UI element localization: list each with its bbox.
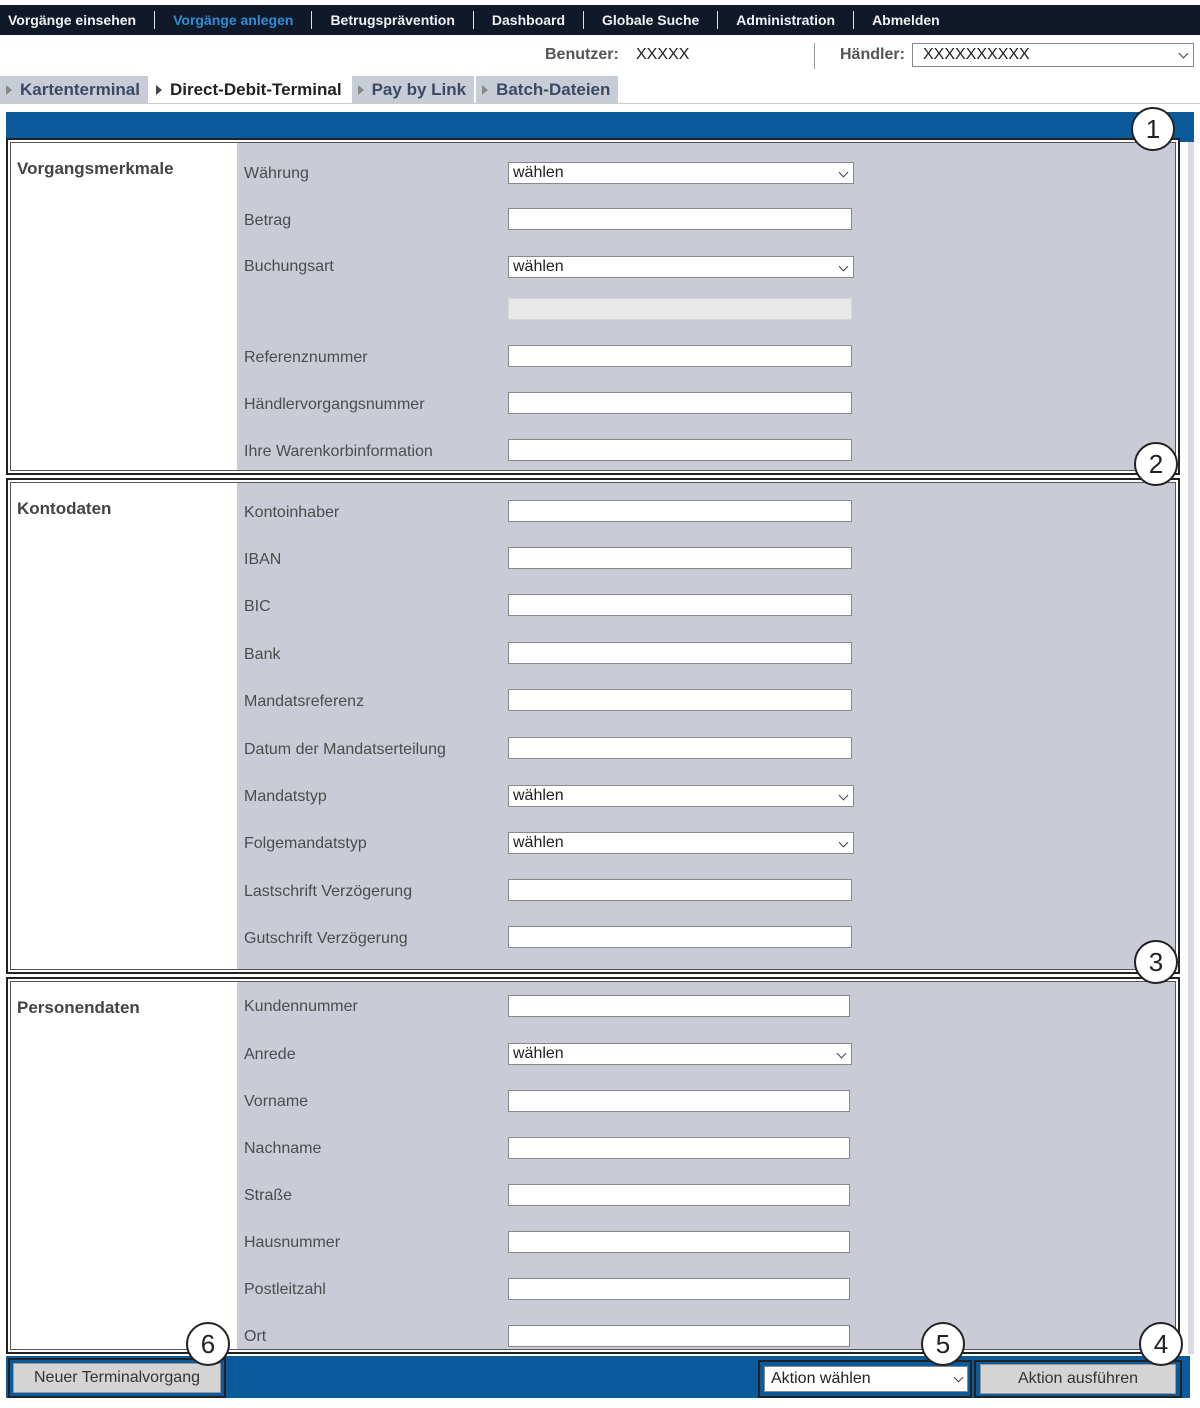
chevron-down-icon	[1179, 49, 1189, 59]
label-folgemandatstyp: Folgemandatstyp	[244, 835, 367, 852]
ort-input[interactable]	[508, 1325, 850, 1347]
mandatsreferenz-input[interactable]	[508, 689, 852, 711]
chevron-down-icon	[839, 262, 849, 272]
callout-4: 4	[1139, 1322, 1183, 1366]
label-hausnummer: Hausnummer	[244, 1234, 341, 1251]
label-mandatsreferenz: Mandatsreferenz	[244, 693, 365, 710]
nav-administration[interactable]: Administration	[718, 11, 854, 29]
tab-label: Batch-Dateien	[496, 80, 611, 99]
tab-kartenterminal[interactable]	[0, 76, 148, 103]
label-mandatsdatum: Datum der Mandatserteilung	[244, 741, 446, 758]
section-kontodaten	[6, 478, 1180, 974]
vorname-input[interactable]	[508, 1090, 850, 1112]
bic-input[interactable]	[508, 594, 852, 616]
warenkorbinformation-input[interactable]	[508, 439, 852, 461]
label-bank: Bank	[244, 646, 281, 663]
merchant-label: Händler:	[840, 46, 905, 63]
nav-globale-suche[interactable]: Globale Suche	[584, 11, 718, 29]
section-frame	[10, 981, 1176, 1350]
referenznummer-input[interactable]	[508, 345, 852, 367]
haendlervorgangsnummer-input[interactable]	[508, 392, 852, 414]
label-kundennummer: Kundennummer	[244, 998, 358, 1015]
callout-2: 2	[1134, 442, 1178, 486]
buchungsart-detail-input	[508, 298, 852, 320]
label-gutschrift-verzoegerung: Gutschrift Verzögerung	[244, 930, 408, 947]
label-iban: IBAN	[244, 551, 282, 568]
nav-dashboard[interactable]: Dashboard	[474, 11, 584, 29]
strasse-input[interactable]	[508, 1184, 850, 1206]
gutschrift-verzoegerung-input[interactable]	[508, 926, 852, 948]
nav-vorgaenge-einsehen[interactable]: Vorgänge einsehen	[0, 11, 155, 29]
label-lastschrift-verzoegerung: Lastschrift Verzögerung	[244, 883, 413, 900]
label-vorname: Vorname	[244, 1093, 309, 1110]
merchant-select-value: XXXXXXXXXX	[923, 46, 1030, 63]
kontoinhaber-input[interactable]	[508, 500, 852, 522]
callout-3: 3	[1134, 940, 1178, 984]
waehrung-select-value: wählen	[513, 164, 564, 181]
label-waehrung: Währung	[244, 165, 309, 182]
user-label: Benutzer:	[545, 46, 619, 63]
anrede-select-value: wählen	[513, 1045, 564, 1062]
tab-label: Direct-Debit-Terminal	[169, 80, 342, 99]
label-anrede: Anrede	[244, 1046, 296, 1063]
section-frame	[10, 142, 1176, 471]
label-mandatstyp: Mandatstyp	[244, 788, 327, 805]
nav-vorgaenge-anlegen[interactable]: Vorgänge anlegen	[155, 11, 312, 29]
label-strasse: Straße	[244, 1187, 293, 1204]
label-ort: Ort	[244, 1328, 267, 1345]
callout-5: 5	[921, 1322, 965, 1366]
chevron-down-icon	[839, 838, 849, 848]
waehrung-select[interactable]	[508, 162, 854, 184]
nav-abmelden[interactable]: Abmelden	[872, 12, 940, 28]
lastschrift-verzoegerung-input[interactable]	[508, 879, 852, 901]
label-kontoinhaber: Kontoinhaber	[244, 504, 340, 521]
section-personendaten	[6, 977, 1180, 1354]
user-value: XXXXX	[636, 46, 690, 63]
nav-betrugspraevention[interactable]: Betrugsprävention	[312, 11, 473, 29]
tab-label: Pay by Link	[371, 80, 467, 99]
action-select[interactable]	[764, 1366, 968, 1392]
chevron-down-icon	[839, 168, 849, 178]
action-select-value: Aktion wählen	[771, 1370, 871, 1387]
section-frame	[10, 482, 1176, 970]
kundennummer-input[interactable]	[508, 995, 850, 1017]
top-navigation	[0, 5, 1200, 35]
label-nachname: Nachname	[244, 1140, 322, 1157]
tab-label: Kartenterminal	[20, 80, 140, 99]
label-referenznummer: Referenznummer	[244, 349, 368, 366]
section-title: Kontodaten	[17, 499, 112, 518]
merchant-select[interactable]	[912, 43, 1194, 67]
label-bic: BIC	[244, 598, 271, 615]
label-haendlervorgangsnummer: Händlervorgangsnummer	[244, 396, 425, 413]
triangle-right-icon	[6, 85, 12, 95]
section-vorgangsmerkmale	[6, 138, 1180, 475]
bank-input[interactable]	[508, 642, 852, 664]
mandatsdatum-input[interactable]	[508, 737, 852, 759]
triangle-right-icon	[156, 85, 162, 95]
user-bar	[0, 40, 1200, 70]
label-postleitzahl: Postleitzahl	[244, 1281, 326, 1298]
scrollbar-track[interactable]	[1188, 142, 1194, 1354]
betrag-input[interactable]	[508, 208, 852, 230]
chevron-down-icon	[837, 1049, 847, 1059]
tab-pay-by-link[interactable]	[352, 76, 474, 103]
new-terminal-transaction-button[interactable]: Neuer Terminalvorgang	[13, 1363, 221, 1393]
tab-direct-debit-terminal[interactable]	[150, 76, 350, 103]
mandatstyp-select-value: wählen	[513, 787, 564, 804]
buchungsart-select[interactable]	[508, 256, 854, 278]
folgemandatstyp-select[interactable]	[508, 832, 854, 854]
tab-batch-dateien[interactable]	[476, 76, 618, 103]
terminal-tabs	[0, 76, 620, 103]
buchungsart-select-value: wählen	[513, 258, 564, 275]
folgemandatstyp-select-value: wählen	[513, 834, 564, 851]
triangle-right-icon	[482, 85, 488, 95]
user-bar-divider	[814, 43, 815, 69]
section-title: Vorgangsmerkmale	[17, 159, 174, 178]
label-betrag: Betrag	[244, 212, 292, 229]
mandatstyp-select[interactable]	[508, 785, 854, 807]
callout-1: 1	[1131, 107, 1175, 151]
chevron-down-icon	[839, 791, 849, 801]
callout-6: 6	[186, 1322, 230, 1366]
chevron-down-icon	[954, 1373, 964, 1383]
triangle-right-icon	[358, 85, 364, 95]
label-warenkorbinformation: Ihre Warenkorbinformation	[244, 443, 433, 460]
iban-input[interactable]	[508, 547, 852, 569]
hausnummer-input[interactable]	[508, 1231, 850, 1253]
nachname-input[interactable]	[508, 1137, 850, 1159]
label-buchungsart: Buchungsart	[244, 258, 334, 275]
anrede-select[interactable]	[508, 1043, 852, 1065]
section-title: Personendaten	[17, 998, 140, 1017]
postleitzahl-input[interactable]	[508, 1278, 850, 1300]
execute-action-button[interactable]: Aktion ausführen	[980, 1364, 1176, 1394]
tab-underline	[0, 103, 1200, 104]
